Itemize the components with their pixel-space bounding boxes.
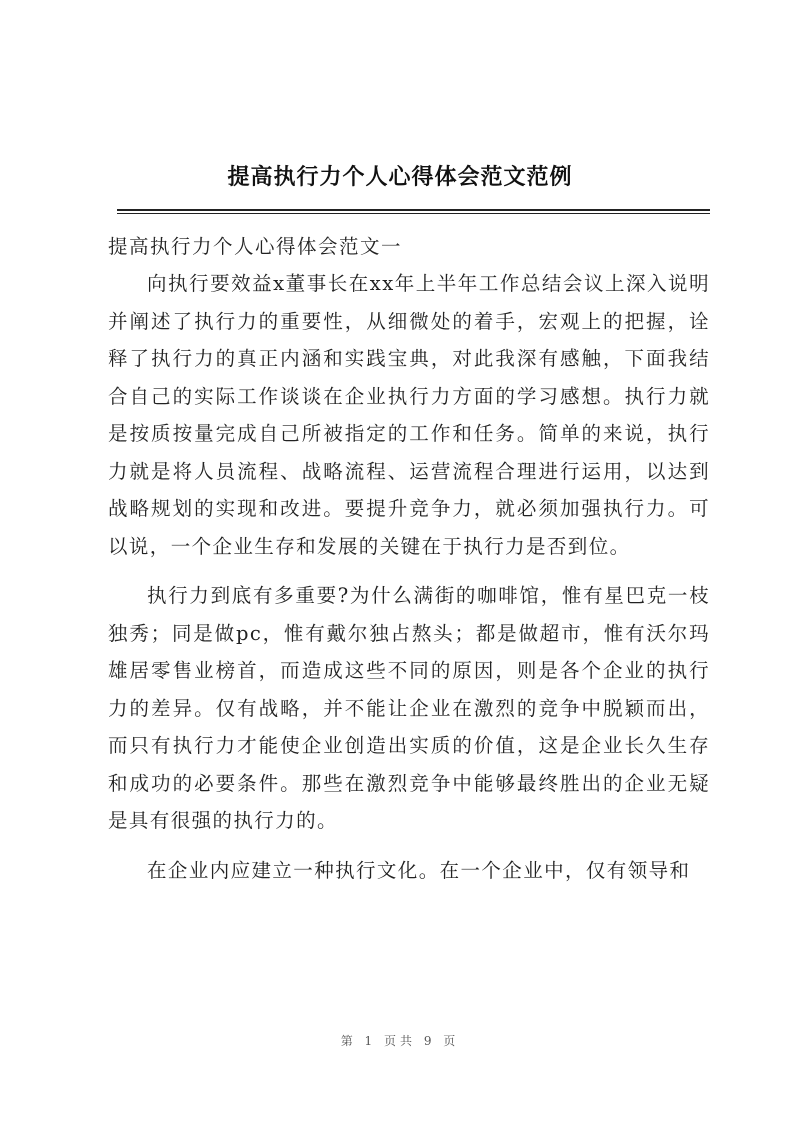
page-number-footer: 第 1 页共 9 页 [340,1034,460,1048]
document-body [108,228,710,901]
section-heading: 提高执行力个人心得体会范文一 [108,235,403,258]
document-title: 提高执行力个人心得体会范文范例 [227,164,573,190]
paragraph: 在企业内应建立一种执行文化。在一个企业中，仅有领导和 [147,858,691,882]
title-divider [117,209,710,214]
paragraph: 执行力到底有多重要?为什么满街的咖啡馆，惟有星巴克一枝独秀；同是做pc，惟有戴尔独占熬头；都是做超市，惟有沃尔玛雄居零售业榜首，而造成这些不同的原因，则是各个企业的执行力的差异。仅有战略，并不能让企业在激烈的竞争中脱颖而出，而只有执行力才能使企业创造出实质的价值，这是企业长久生存和成功的必要条件。那些在激烈竞争中能够最终胜出的企业无疑是具有很强的执行力的。 [108,584,710,832]
paragraph: 向执行要效益x董事长在xx年上半年工作总结会议上深入说明并阐述了执行力的重要性，从细微处的着手，宏观上的把握，诠释了执行力的真正内涵和实践宝典，对此我深有感触，下面我结合自己的实际工作谈谈在企业执行力方面的学习感想。执行力就是按质按量完成自己所被指定的工作和任务。简单的来说，执行力就是将人员流程、战略流程、运营流程合理进行运用，以达到战略规划的实现和改进。要提升竞争力，就必须加强执行力。可以说，一个企业生存和发展的关键在于执行力是否到位。 [108,272,710,558]
